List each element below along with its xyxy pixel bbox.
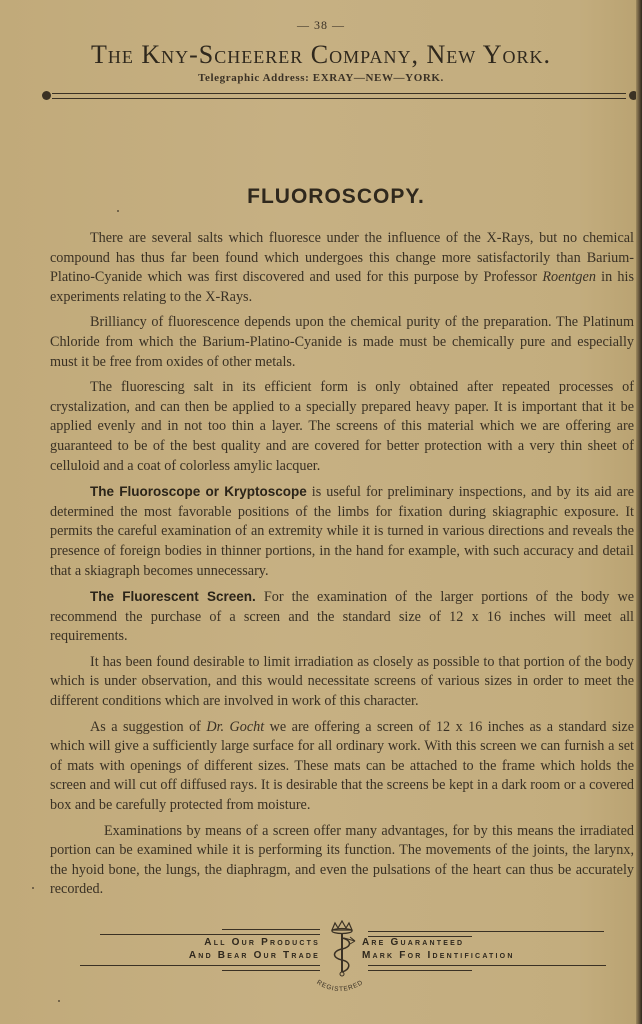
- footer-rule: [368, 965, 606, 966]
- footer-rule: [80, 965, 320, 966]
- footer-rule: [222, 970, 320, 971]
- paragraph-text: is useful for preliminary inspections, and by its aid are determined the most favorable positions of the limbs for fixation during skiagraphic exposure. It permits the careful examination of an extremity while it is turned in various directions and reveals the presence of foreign bodies in thinner portions, in the hand for example, with such accuracy and detail that a skiagraph becomes unnecessary.: [50, 484, 634, 579]
- footer-rule: [222, 929, 320, 930]
- page-number: — 38 —: [297, 18, 345, 32]
- paragraph-text: in his experiments relating to the X-Rays.: [50, 269, 634, 305]
- paragraph-lead: The Fluorescent Screen.: [90, 589, 256, 605]
- paragraph-text: Brilliancy of fluorescence depends upon the chemical purity of the preparation. The Platinum Chloride from which the Barium-Platino-Cyanide is made must be chemically pure and especially must it be free from oxides of other metals.: [50, 314, 634, 370]
- italic-name: Roentgen: [542, 269, 596, 286]
- footer-left-line-1: All Our Products: [204, 937, 320, 948]
- page-binding-edge: [636, 0, 642, 1024]
- svg-text:REGISTERED: [315, 979, 364, 993]
- crown-serpent-trademark-icon: [322, 920, 362, 980]
- paragraph-text: we are offering a screen of 12 x 16 inches as a standard size which will give a sufficiently large surface for all ordinary work. With this screen we can furnish a set of mats with openings of different sizes. These mats can be attached to the frame which holds the screen and will cut off diffused rays. It is desirable that the screens be kept in a dark room or a covered box and be carefully protected from moisture.: [50, 718, 635, 814]
- telegraphic-address: Telegraphic Address: EXRAY—NEW—YORK.: [198, 72, 444, 84]
- paragraph-dr-gocht: [50, 718, 634, 816]
- registered-text: REGISTERED: [315, 978, 365, 994]
- registered-mark: [300, 976, 380, 998]
- paragraph-text: For the examination of the larger portions of the body we recommend the purchase of a screen and the standard size of 12 x 16 inches will meet all requirements.: [50, 589, 634, 645]
- footer-rule: [100, 934, 320, 935]
- paragraph-text: As a suggestion of: [90, 718, 207, 735]
- paragraph-limit-irradiation: [50, 653, 634, 712]
- paragraph-text: Examinations by means of a screen offer many advantages, for by this means the irradiated portion can be examined while it is performing its function. The movements of the joints, the larynx, the hyoid bone, the lungs, the diaphragm, and even the pulsations of the heart can thus be accurately recorded.: [50, 822, 634, 898]
- footer-left-line-2: And Bear Our Trade: [188, 950, 320, 961]
- speck: [32, 887, 34, 889]
- footer-rule: [368, 970, 472, 971]
- article-body: [50, 229, 634, 906]
- paragraph-examinations: [50, 822, 634, 900]
- paragraph-fluoroscope: [50, 482, 634, 581]
- footer-right-line-2: Mark For Identification: [362, 950, 515, 961]
- paragraph-fluorescent-screen: [50, 587, 634, 647]
- divider-left-ornament: [42, 91, 51, 100]
- trademark-footer: [100, 918, 610, 998]
- paragraph-lead: The Fluoroscope or Kryptoscope: [90, 484, 307, 500]
- paragraph-text: It has been found desirable to limit irradiation as closely as possible to that portion of the body which is under observation, and this would necessitate screens of various sizes in order to meet the different conditions which are involved in work of this character.: [50, 653, 634, 710]
- footer-right-line-1: Are Guaranteed: [362, 937, 465, 948]
- footer-rule: [368, 931, 604, 932]
- company-heading: The Kny-Scheerer Company, New York.: [90, 40, 552, 69]
- speck: [58, 1000, 60, 1002]
- header-divider: [44, 91, 634, 101]
- speck: [117, 210, 119, 212]
- section-title: FLUOROSCOPY.: [247, 185, 425, 208]
- italic-name: Dr. Gocht: [206, 718, 265, 735]
- paragraph-text: There are several salts which fluoresce under the influence of the X-Rays, but no chemical compound has thus far been found which undergoes this change more satisfactorily than Barium-Platino-Cyanide which was first discovered and used for this purpose by Professor: [50, 230, 634, 286]
- paragraph-fluorescing-salt: [50, 378, 634, 476]
- divider-line-top: [52, 93, 626, 94]
- paragraph-text: The fluorescing salt in its efficient form is only obtained after repeated processes of crystalization, and can then be applied to a specially prepared heavy paper. It is important that it be applied evenly and in not too thin a layer. The screens of this material which we are offering are guaranteed to be of the best quality and are covered for better protection with a very thin sheet of celluloid and a coat of colorless amylic lacquer.: [50, 379, 634, 474]
- divider-line-bottom: [52, 98, 626, 99]
- paragraph-roentgen: [50, 229, 634, 307]
- paragraph-brilliancy: [50, 313, 634, 372]
